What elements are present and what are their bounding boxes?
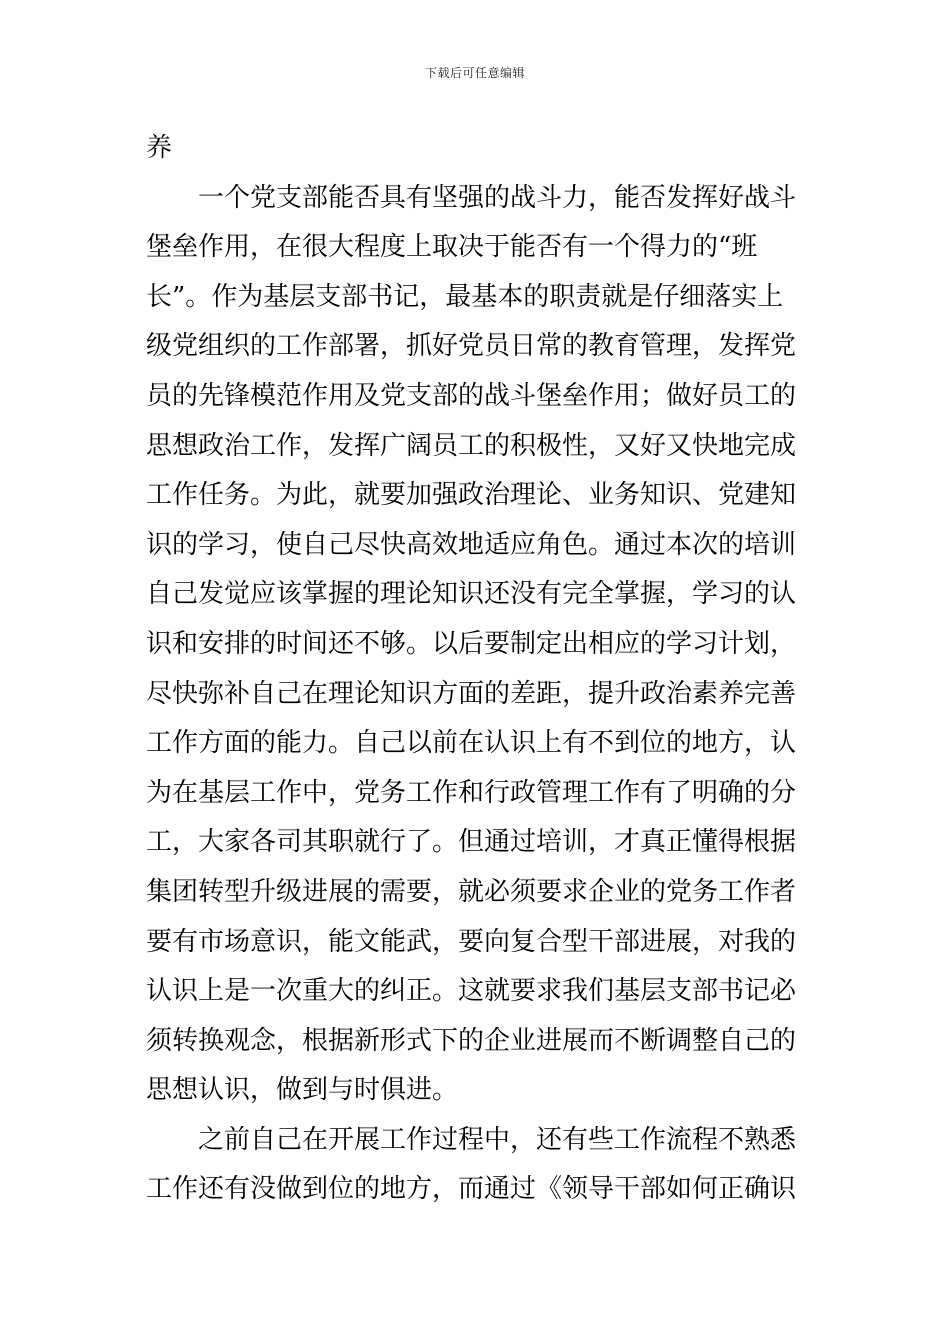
text-line: 堡垒作用，在很大程度上取决于能否有一个得力的“班 xyxy=(146,232,758,263)
paragraph xyxy=(146,174,806,1116)
text-line: 认识上是一次重大的纠正。这就要求我们基层支部书记必 xyxy=(146,976,797,1007)
page-header-note: 下载后可任意编辑 xyxy=(424,66,525,80)
text-line: 集团转型升级进展的需要，就必须要求企业的党务工作者 xyxy=(146,876,797,907)
text-line: 之前自己在开展工作过程中，还有些工作流程不熟悉 xyxy=(198,1124,797,1155)
text-line: 识和安排的时间还不够。以后要制定出相应的学习计划， xyxy=(146,628,797,659)
text-line: 识的学习，使自己尽快高效地适应角色。通过本次的培训 xyxy=(146,529,797,560)
text-line: 工作方面的能力。自己以前在认识上有不到位的地方，认 xyxy=(146,728,797,759)
text-line: 工作还有没做到位的地方，而通过《领导干部如何正确识 xyxy=(146,1174,797,1205)
text-line: 思想认识，做到与时俱进。 xyxy=(146,1075,459,1106)
text-line: 工，大家各司其职就行了。但通过培训，才真正懂得根据 xyxy=(146,827,797,858)
text-line: 要有市场意识，能文能武，要向复合型干部进展，对我的 xyxy=(146,926,797,957)
text-line: 养 xyxy=(146,133,173,163)
text-line: 尽快弥补自己在理论知识方面的差距，提升政治素养完善 xyxy=(146,678,797,709)
document-body xyxy=(146,124,806,1215)
text-line: 自己发觉应该掌握的理论知识还没有完全掌握，学习的认 xyxy=(146,579,797,610)
text-line: 须转换观念，根据新形式下的企业进展而不断调整自己的 xyxy=(146,1025,797,1056)
text-line: 工作任务。为此，就要加强政治理论、业务知识、党建知 xyxy=(146,480,797,511)
text-line: 级党组织的工作部署，抓好党员日常的教育管理，发挥党 xyxy=(146,331,797,362)
text-line: 员的先锋模范作用及党支部的战斗堡垒作用；做好员工的 xyxy=(146,380,797,411)
text-line: 为在基层工作中，党务工作和行政管理工作有了明确的分 xyxy=(146,777,797,808)
text-line: 长”。作为基层支部书记，最基本的职责就是仔细落实上 xyxy=(146,281,784,312)
text-line: 思想政治工作，发挥广阔员工的积极性，又好又快地完成 xyxy=(146,430,797,461)
paragraph xyxy=(146,1116,806,1215)
paragraph xyxy=(146,124,806,174)
text-line: 一个党支部能否具有坚强的战斗力，能否发挥好战斗 xyxy=(198,182,797,213)
